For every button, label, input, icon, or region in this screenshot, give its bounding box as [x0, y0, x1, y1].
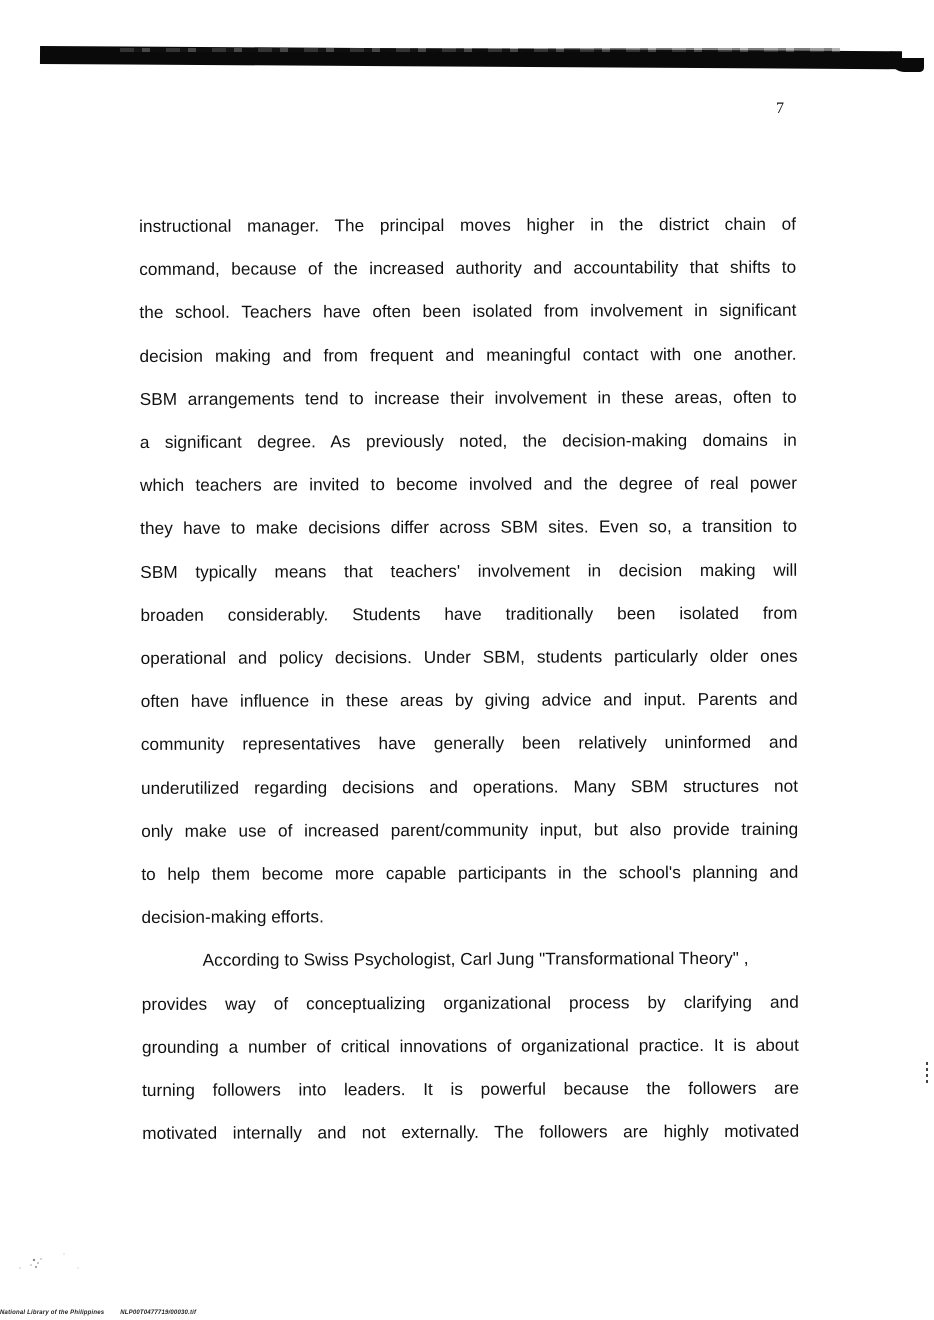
text-line: command, because of the increased authority and accountability that shifts to [139, 256, 797, 280]
text-line: operational and policy decisions. Under SBM, students particularly older ones [140, 645, 798, 669]
paragraph-start-line: According to Swiss Psychologist, Carl Jung "Transformational Theory" , [202, 948, 749, 971]
scan-corner-mark [890, 58, 924, 72]
text-line: motivated internally and not externally. The followers are highly motivated [142, 1120, 800, 1144]
footer-library: National Library of the Philippines [0, 1310, 105, 1316]
text-line: often have influence in these areas by giving advice and input. Parents and [140, 688, 798, 712]
scan-margin-mark [926, 1062, 928, 1084]
text-line: SBM typically means that teachers' involvement in decision making will [140, 559, 798, 582]
text-line: they have to make decisions differ across SBM sites. Even so, a transition to [140, 516, 798, 539]
scan-top-border-noise [120, 48, 840, 52]
text-line: broaden considerably. Students have traditionally been isolated from [140, 602, 798, 625]
text-line: community representatives have generally been relatively uninformed and [140, 732, 798, 755]
scan-footer [0, 1310, 210, 1316]
text-line: decision making and from frequent and meaningful contact with one another. [139, 343, 797, 366]
text-line: which teachers are invited to become involved and the degree of real power [139, 472, 798, 496]
text-line: the school. Teachers have often been isolated from involvement in significant [139, 300, 797, 323]
text-line: decision-making efforts. [141, 906, 324, 928]
text-line: underutilized regarding decisions and operations. Many SBM structures not [140, 775, 799, 798]
text-line: instructional manager. The principal moves higher in the district chain of [139, 213, 797, 236]
text-line: a significant degree. As previously noted, the decision-making domains in [139, 429, 797, 453]
text-line: SBM arrangements tend to increase their involvement in these areas, often to [139, 386, 797, 409]
text-line: provides way of conceptualizing organizational process by clarifying and [141, 991, 799, 1014]
scan-specks [12, 1248, 82, 1272]
text-line: only make use of increased parent/community input, but also provide training [141, 818, 799, 841]
text-line: turning followers into leaders. It is powerful because the followers are [142, 1077, 800, 1101]
footer-code: NLP00T0477719/00030.tif [120, 1310, 197, 1316]
text-line: grounding a number of critical innovations of organizational practice. It is about [141, 1034, 799, 1057]
body-text [139, 203, 799, 1156]
page-number: 7 [776, 100, 784, 117]
text-line: to help them become more capable participants in the school's planning and [141, 861, 799, 885]
